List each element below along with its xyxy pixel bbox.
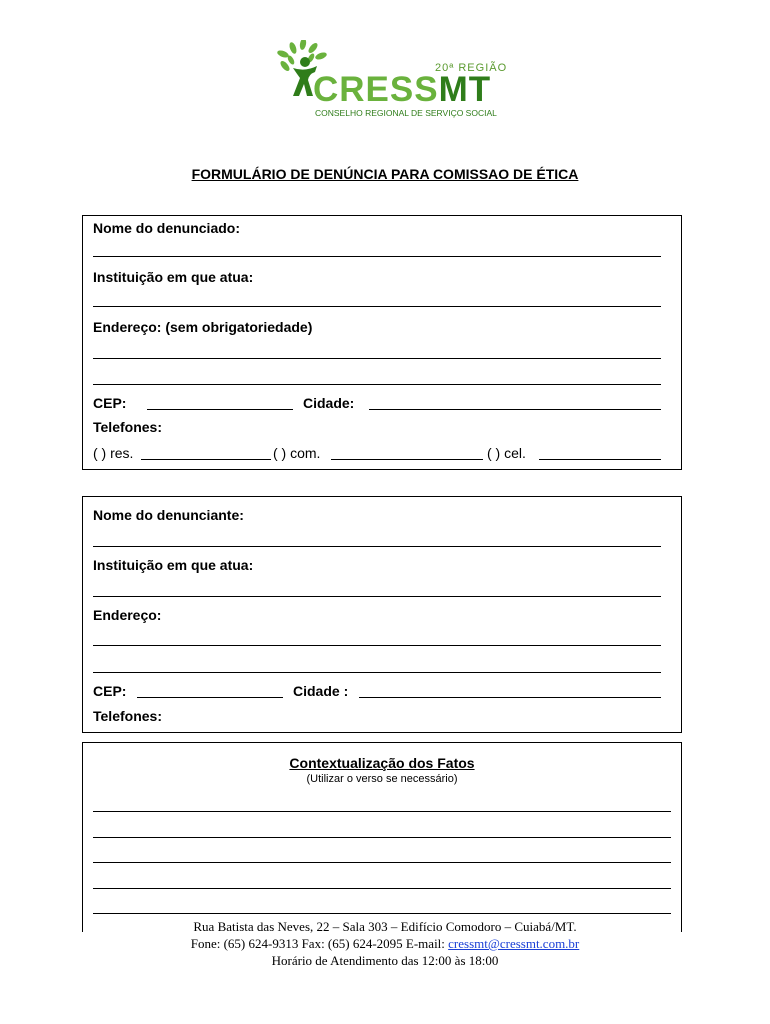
denunciado-name-label: Nome do denunciado: [93, 220, 240, 236]
denunciante-phones-label: Telefones: [93, 708, 162, 724]
page-title-text: FORMULÁRIO DE DENÚNCIA PARA COMISSAO DE ÉTICA [191, 166, 579, 182]
logo-region: 20ª REGIÃO [435, 62, 508, 74]
denunciante-name-label: Nome do denunciante: [93, 507, 244, 523]
context-line-1[interactable] [93, 811, 671, 812]
denunciante-address-field-1[interactable] [93, 645, 661, 646]
denunciado-address-field-2[interactable] [93, 384, 661, 385]
footer-phones: Fone: (65) 624-9313 Fax: (65) 624-2095 E-mail: [190, 936, 445, 951]
context-section [82, 742, 682, 932]
denunciado-institution-label: Instituição em que atua: [93, 269, 254, 285]
denunciante-institution-label: Instituição em que atua: [93, 557, 254, 573]
denunciado-cep-label: CEP: [93, 395, 127, 411]
denunciado-city-field[interactable] [369, 409, 661, 410]
denunciante-cep-field[interactable] [137, 697, 283, 698]
denunciante-institution-field[interactable] [93, 596, 661, 597]
denunciado-institution-field[interactable] [93, 306, 661, 307]
denunciante-city-label: Cidade : [293, 683, 349, 699]
denunciante-city-field[interactable] [359, 697, 661, 698]
cressmt-logo [275, 40, 508, 120]
denunciado-address-field-1[interactable] [93, 358, 661, 359]
denunciante-section [82, 496, 682, 733]
logo-brand-mt: MT [438, 70, 492, 109]
denunciado-cep-field[interactable] [147, 409, 293, 410]
denunciado-phone-res-label: ( ) res. [93, 445, 134, 461]
context-title: Contextualização dos Fatos [289, 755, 475, 771]
denunciado-phone-com-label: ( ) com. [273, 445, 321, 461]
footer-hours: Horário de Atendimento das 12:00 às 18:00 [271, 953, 499, 968]
footer-address: Rua Batista das Neves, 22 – Sala 303 – Edifício Comodoro – Cuiabá/MT. [193, 919, 577, 934]
denunciado-section [82, 215, 682, 470]
footer-email-link[interactable]: cressmt@cressmt.com.br [448, 936, 580, 951]
denunciante-cep-label: CEP: [93, 683, 127, 699]
denunciado-phone-cel-field[interactable] [539, 459, 661, 460]
logo-subtitle: CONSELHO REGIONAL DE SERVIÇO SOCIAL [315, 108, 497, 118]
denunciado-phones-label: Telefones: [93, 419, 162, 435]
logo-brand-cress: CRESS [313, 70, 439, 109]
context-line-2[interactable] [93, 837, 671, 838]
denunciado-name-field[interactable] [93, 256, 661, 257]
denunciante-address-label: Endereço: [93, 607, 162, 623]
denunciado-phone-cel-label: ( ) cel. [487, 445, 526, 461]
logo-brand [313, 70, 491, 110]
denunciado-address-label: Endereço: (sem obrigatoriedade) [93, 319, 313, 335]
denunciado-phone-res-field[interactable] [141, 459, 271, 460]
context-line-3[interactable] [93, 862, 671, 863]
context-line-4[interactable] [93, 888, 671, 889]
page-title [0, 166, 770, 182]
denunciante-name-field[interactable] [93, 546, 661, 547]
page-footer [0, 918, 770, 969]
context-line-5[interactable] [93, 913, 671, 914]
denunciante-address-field-2[interactable] [93, 672, 661, 673]
denunciado-phone-com-field[interactable] [331, 459, 483, 460]
denunciado-city-label: Cidade: [303, 395, 355, 411]
context-subtitle: (Utilizar o verso se necessário) [306, 773, 458, 785]
footer-contact [0, 935, 770, 952]
